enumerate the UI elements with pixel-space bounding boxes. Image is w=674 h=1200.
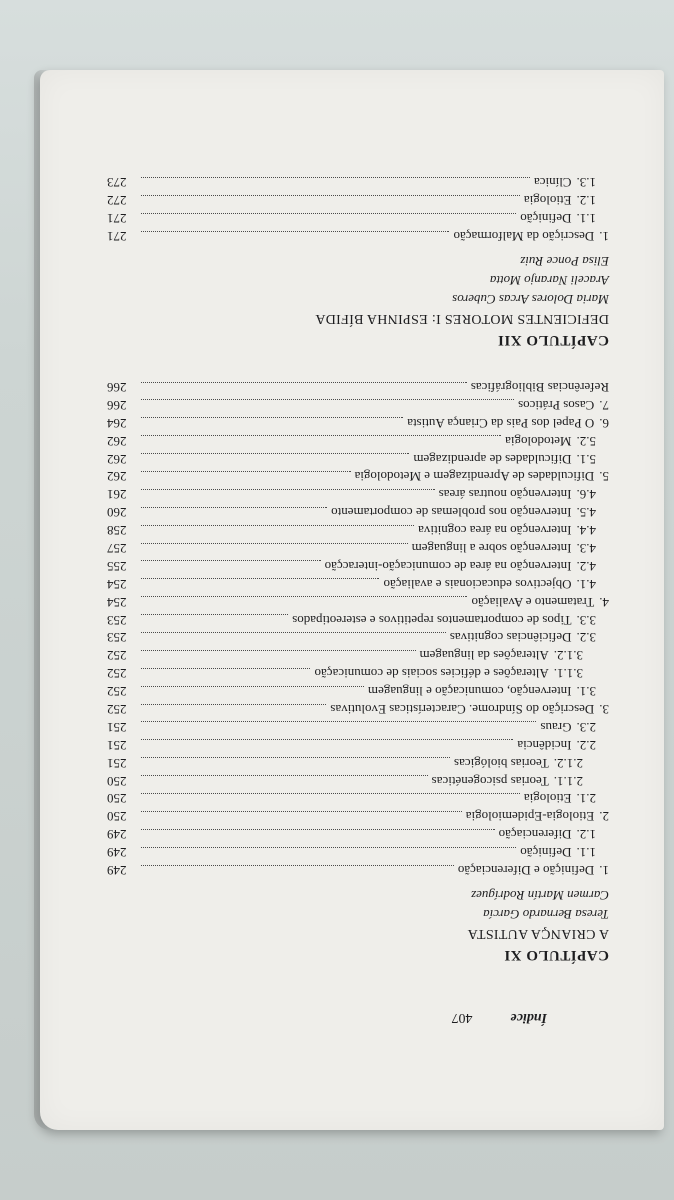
toc-entry	[107, 191, 609, 209]
toc-entry-title: Clínica	[533, 175, 572, 191]
toc-dot-leader	[141, 704, 326, 715]
toc-entry	[107, 450, 609, 468]
toc-entry	[107, 396, 609, 414]
toc-entry-page: 250	[107, 773, 127, 789]
toc-entry-page: 254	[107, 594, 127, 610]
toc-entry	[107, 700, 609, 718]
toc-entry-number: 7.	[599, 397, 609, 413]
toc-entry-page: 272	[107, 193, 127, 209]
toc-entry-page: 262	[107, 469, 127, 485]
toc-entry	[107, 557, 609, 575]
toc-dot-leader	[141, 471, 351, 482]
toc-entry-number: 5.	[599, 469, 609, 485]
toc-dot-leader	[141, 177, 530, 188]
toc-entry-title: Teorias biológicas	[453, 755, 549, 771]
toc-entry	[107, 825, 609, 843]
toc-entry-page: 271	[107, 211, 127, 227]
toc-dot-leader	[141, 793, 520, 804]
toc-entry-number: 3.	[599, 701, 609, 717]
toc-entry-title: Intervenção sobre a linguagem	[411, 540, 572, 556]
toc-entry-number: 1.	[599, 863, 609, 878]
toc-entry-number: 3.2.	[576, 630, 596, 646]
chapter-label: CAPÍTULO XI	[503, 947, 609, 963]
toc-entry-number: 1.2.	[576, 193, 596, 209]
toc-entry-title: Incidência	[517, 737, 572, 753]
toc-entry-title: Metodologia	[505, 433, 572, 449]
toc-dot-leader	[141, 453, 409, 464]
toc-entry-page: 266	[107, 379, 127, 395]
toc-entry-page: 255	[107, 558, 127, 574]
toc-entry	[107, 503, 609, 521]
toc-entry-number: 3.1.	[576, 684, 596, 700]
toc-entry-number: 2.1.	[576, 791, 596, 807]
toc-entry	[107, 790, 609, 808]
toc-entry-page: 264	[107, 415, 127, 431]
toc-dot-leader	[141, 739, 513, 750]
toc-entry-page: 271	[107, 229, 127, 245]
toc-entry	[107, 646, 609, 664]
toc-dot-leader	[141, 382, 467, 393]
toc-entry-title: Teorias psicogenéticas	[431, 773, 549, 789]
toc-entry-title: Definição	[520, 845, 572, 861]
toc-dot-leader	[141, 489, 435, 500]
toc-dot-leader	[141, 525, 414, 536]
chapter-author: Maria Dolores Arcas Cuberos	[452, 292, 609, 308]
toc-entry-page: 266	[107, 397, 127, 413]
toc-dot-leader	[141, 507, 327, 518]
toc-dot-leader	[141, 829, 495, 840]
toc-dot-leader	[141, 543, 408, 554]
toc-entry-page: 252	[107, 666, 127, 682]
toc-entry-page: 258	[107, 523, 127, 539]
toc-entry-page: 260	[107, 505, 127, 521]
toc-entry	[107, 807, 609, 825]
toc-dot-leader	[141, 721, 536, 732]
toc-dot-leader	[141, 614, 288, 625]
toc-entry-page: 251	[107, 719, 127, 735]
toc-dot-leader	[141, 811, 462, 822]
toc-entry-page: 250	[107, 809, 127, 825]
toc-entry	[107, 754, 609, 772]
chapter-author: Teresa Bernardo García	[483, 907, 609, 922]
toc-entry	[107, 593, 609, 611]
toc-entry-number: 6.	[599, 415, 609, 431]
toc-entry-title: Etiologia	[523, 193, 572, 209]
toc-entry-number: 2.3.	[576, 719, 596, 735]
chapter-section	[107, 174, 609, 349]
toc-entry-title: Descrição do Síndrome. Características Evolutivas	[330, 701, 595, 717]
toc-dot-leader	[141, 775, 428, 786]
toc-entry-title: Intervenção na área de comunicação-interacção	[324, 558, 572, 574]
toc-entry-title: Deficiências cognitivas	[449, 630, 572, 646]
toc-entry-number: 1.3.	[576, 175, 596, 191]
toc-entry	[107, 227, 609, 245]
toc-entry-page: 251	[107, 737, 127, 753]
running-header-page-number: 407	[451, 1010, 473, 1025]
toc-entry-title: Objectivos educacionais e avaliação	[383, 576, 572, 592]
toc-entry-page: 253	[107, 630, 127, 646]
toc-entry-page: 262	[107, 451, 127, 467]
toc-entry-page: 252	[107, 648, 127, 664]
toc-entry-number: 5.1.	[576, 451, 596, 467]
toc-entry-title: Descrição da Malformação	[453, 229, 595, 245]
toc-dot-leader	[141, 560, 321, 571]
chapter-subject: DEFICIENTES MOTORES I: ESPINHA BÍFIDA	[315, 311, 609, 327]
toc-entry	[107, 718, 609, 736]
toc-entry-page: 273	[107, 175, 127, 191]
toc-entry-number: 2.	[599, 809, 609, 825]
toc-entry-title: Definição	[520, 211, 572, 227]
toc-entry	[107, 485, 609, 503]
chapter-section	[107, 378, 609, 963]
toc-dot-leader	[141, 417, 403, 428]
toc-entry-page: 249	[107, 863, 127, 878]
toc-entry-list	[107, 174, 609, 246]
toc-dot-leader	[141, 757, 450, 768]
toc-entry-number: 4.5.	[576, 505, 596, 521]
toc-dot-leader	[141, 435, 501, 446]
table-of-contents	[107, 174, 609, 1026]
toc-entry-number: 2.1.2.	[553, 755, 583, 771]
toc-entry	[107, 629, 609, 647]
toc-entry-title: Intervenção na área cognitiva	[418, 523, 572, 539]
toc-entry	[107, 843, 609, 861]
toc-entry-number: 4.1.	[576, 576, 596, 592]
toc-entry	[107, 575, 609, 593]
toc-dot-leader	[141, 847, 516, 858]
toc-entry-title: Etiologia-Epidemiologia	[465, 809, 595, 825]
toc-entry-title: O Papel dos Pais da Criança Autista	[407, 415, 595, 431]
toc-entry-page: 249	[107, 827, 127, 843]
toc-entry	[107, 414, 609, 432]
toc-entry-number: 1.1.	[576, 845, 596, 861]
chapter-label: CAPÍTULO XII	[497, 332, 609, 349]
toc-entry	[107, 521, 609, 539]
toc-dot-leader	[141, 668, 311, 679]
running-header-title: Índice	[510, 1010, 547, 1025]
toc-entry-title: Intervenção nos problemas de comportamento	[331, 505, 572, 521]
toc-dot-leader	[141, 632, 446, 643]
toc-entry-title: Dificuldades de aprendizagem	[413, 451, 572, 467]
toc-entry	[107, 664, 609, 682]
toc-entry-list	[107, 378, 609, 879]
toc-entry-page: 251	[107, 755, 127, 771]
toc-entry	[107, 209, 609, 227]
toc-entry-number: 3.3.	[576, 612, 596, 628]
toc-entry-number: 1.1.	[576, 211, 596, 227]
toc-entry	[107, 682, 609, 700]
toc-entry-page: 262	[107, 433, 127, 449]
toc-entry-page: 253	[107, 612, 127, 628]
toc-dot-leader	[141, 865, 454, 876]
toc-entry	[107, 861, 609, 879]
toc-entry-number: 4.	[599, 594, 609, 610]
toc-entry-number: 1.2.	[576, 827, 596, 843]
toc-entry-title: Definição e Diferenciação	[457, 863, 595, 878]
toc-entry-number: 4.3.	[576, 540, 596, 556]
toc-entry	[107, 611, 609, 629]
toc-entry-title: Diferenciação	[498, 827, 572, 843]
toc-entry	[107, 468, 609, 486]
chapter-subject: A CRIANÇA AUTISTA	[467, 926, 609, 941]
chapter-author: Elisa Ponce Ruiz	[520, 254, 609, 270]
toc-entry	[107, 772, 609, 790]
toc-entry-number: 4.6.	[576, 487, 596, 503]
toc-entry	[107, 432, 609, 450]
toc-entry-title: Casos Práticos	[518, 397, 595, 413]
toc-entry-number: 3.1.1.	[553, 666, 583, 682]
toc-entry	[107, 539, 609, 557]
toc-entry-title: Referências Bibliográficas	[470, 379, 609, 395]
toc-entry-number: 3.1.2.	[553, 648, 583, 664]
toc-dot-leader	[141, 195, 520, 206]
toc-dot-leader	[141, 596, 468, 607]
toc-dot-leader	[141, 231, 449, 242]
toc-entry-page: 254	[107, 576, 127, 592]
toc-entry-number: 1.	[599, 229, 609, 245]
running-header	[107, 1001, 609, 1025]
toc-entry	[107, 378, 609, 396]
toc-entry-title: Intervenção noutras áreas	[438, 487, 572, 503]
toc-entry-page: 257	[107, 540, 127, 556]
toc-entry-title: Dificuldades de Aprendizagem e Metodologia	[354, 469, 595, 485]
toc-entry-page: 261	[107, 487, 127, 503]
toc-dot-leader	[141, 650, 416, 661]
toc-dot-leader	[141, 213, 516, 224]
toc-entry-title: Intervenção, comunicação e linguagem	[367, 684, 572, 700]
toc-entry-number: 5.2.	[576, 433, 596, 449]
toc-entry-number: 4.4.	[576, 523, 596, 539]
toc-entry-page: 250	[107, 791, 127, 807]
toc-entry-number: 2.1.1.	[553, 773, 583, 789]
spacer	[107, 879, 609, 887]
toc-dot-leader	[141, 399, 514, 410]
toc-entry	[107, 736, 609, 754]
toc-entry-number: 4.2.	[576, 558, 596, 574]
toc-entry-title: Alterações da linguagem	[419, 648, 549, 664]
toc-dot-leader	[141, 686, 364, 697]
toc-dot-leader	[141, 578, 379, 589]
toc-entry-title: Tipos de comportamentos repetitivos e estereotipados	[292, 612, 572, 628]
toc-entry	[107, 174, 609, 192]
spacer	[107, 245, 609, 253]
toc-entry-page: 252	[107, 684, 127, 700]
chapter-author: Carmen Martín Rodríguez	[471, 888, 609, 903]
toc-entry-page: 252	[107, 701, 127, 717]
toc-entry-number: 2.2.	[576, 737, 596, 753]
toc-entry-page: 249	[107, 845, 127, 861]
toc-entry-title: Tratamento e Avaliação	[471, 594, 595, 610]
chapter-author: Araceli Naranjo Motta	[489, 273, 609, 289]
toc-entry-title: Alterações e déficies sociais de comunicação	[314, 666, 549, 682]
toc-entry-title: Etiologia	[523, 791, 572, 807]
toc-entry-title: Graus	[540, 719, 572, 735]
